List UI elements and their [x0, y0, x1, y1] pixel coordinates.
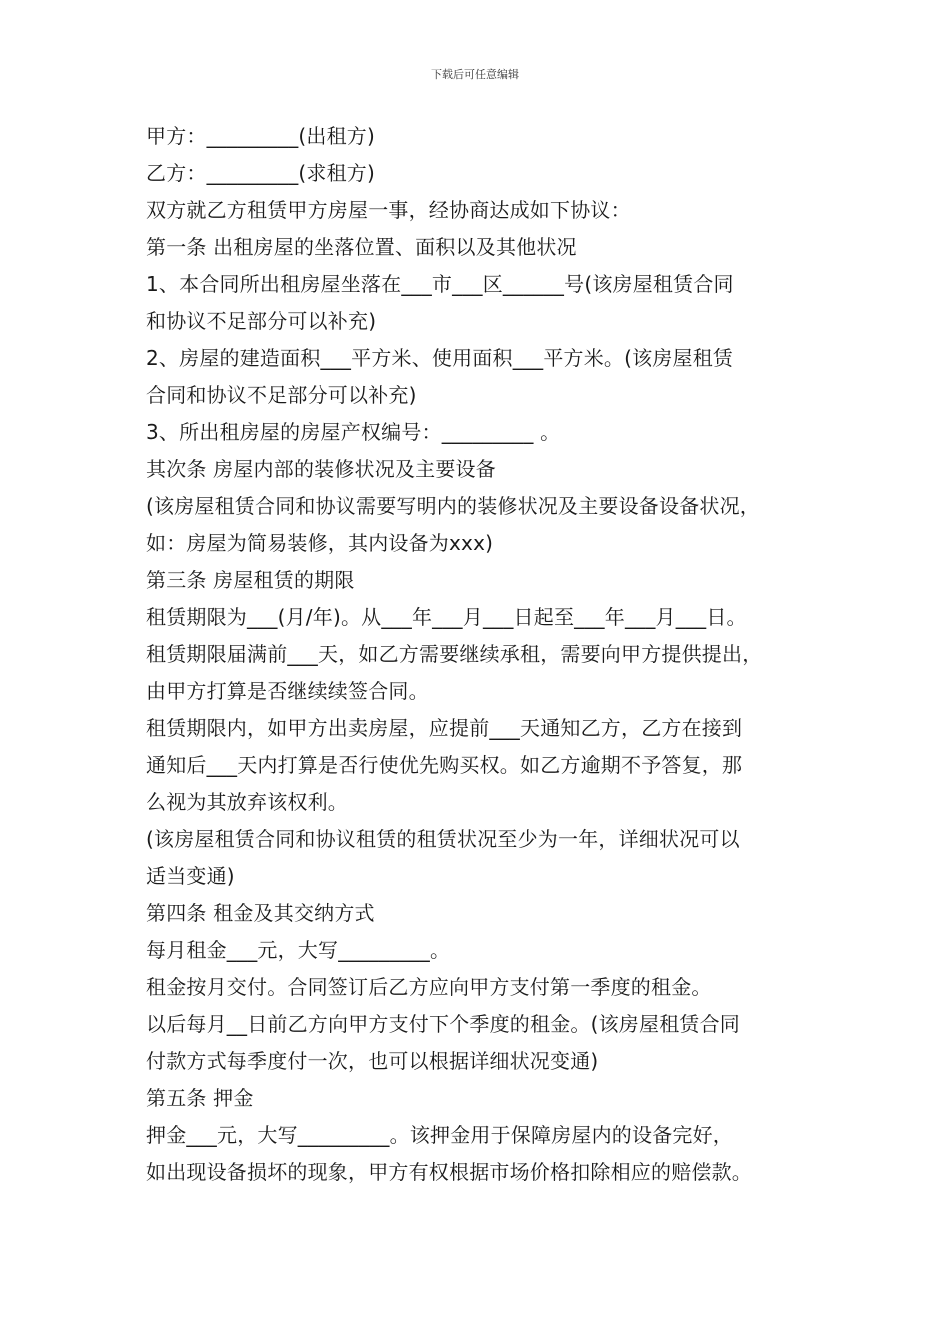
text-line: 2、房屋的建造面积___平方米、使用面积___平方米。(该房屋租赁	[146, 346, 734, 370]
section-heading: 第四条 租金及其交纳方式	[146, 901, 375, 925]
text-line: 合同和协议不足部分可以补充)	[146, 383, 417, 407]
text-line: 租赁期限为___(月/年)。从___年___月___日起至___年___月___日。	[146, 605, 747, 629]
text-line: 租金按月交付。合同签订后乙方应向甲方支付第一季度的租金。	[146, 975, 712, 999]
text-line: 1、本合同所出租房屋坐落在___市___区______号(该房屋租赁合同	[146, 272, 734, 296]
text-line: 乙方：_________(求租方)	[146, 161, 376, 185]
text-line: 么视为其放弃该权利。	[146, 790, 348, 814]
text-line: 租赁期限届满前___天，如乙方需要继续承租，需要向甲方提供提出，	[146, 642, 763, 666]
document-body	[146, 118, 826, 1191]
section-heading: 其次条 房屋内部的装修状况及主要设备	[146, 457, 496, 481]
text-line: 租赁期限内，如甲方出卖房屋，应提前___天通知乙方，乙方在接到	[146, 716, 743, 740]
section-heading: 第五条 押金	[146, 1086, 254, 1110]
text-line: 每月租金___元，大写_________。	[146, 938, 451, 962]
text-line: 通知后___天内打算是否行使优先购买权。如乙方逾期不予答复，那	[146, 753, 743, 777]
text-line: 甲方：_________(出租方)	[146, 124, 376, 148]
text-line: (该房屋租赁合同和协议需要写明内的装修状况及主要设备设备状况，	[146, 494, 761, 518]
section-heading: 第一条 出租房屋的坐落位置、面积以及其他状况	[146, 235, 577, 259]
text-line: 3、所出租房屋的房屋产权编号：_________ 。	[146, 420, 561, 444]
section-heading: 第三条 房屋租赁的期限	[146, 568, 355, 592]
text-line: 适当变通)	[146, 864, 235, 888]
text-line: 如：房屋为简易装修，其内设备为xxx)	[146, 531, 494, 555]
text-line: 双方就乙方租赁甲方房屋一事，经协商达成如下协议：	[146, 198, 631, 222]
text-line: 由甲方打算是否继续续签合同。	[146, 679, 429, 703]
text-line: 如出现设备损坏的现象，甲方有权根据市场价格扣除相应的赔偿款。	[146, 1160, 752, 1184]
text-line: 付款方式每季度付一次，也可以根据详细状况变通)	[146, 1049, 599, 1073]
text-line: 以后每月__日前乙方向甲方支付下个季度的租金。(该房屋租赁合同	[146, 1012, 741, 1036]
page-header: 下载后可任意编辑	[431, 68, 519, 81]
text-line: 和协议不足部分可以补充)	[146, 309, 377, 333]
text-line: (该房屋租赁合同和协议租赁的租赁状况至少为一年，详细状况可以	[146, 827, 740, 851]
text-line: 押金___元，大写_________。该押金用于保障房屋内的设备完好，	[146, 1123, 733, 1147]
